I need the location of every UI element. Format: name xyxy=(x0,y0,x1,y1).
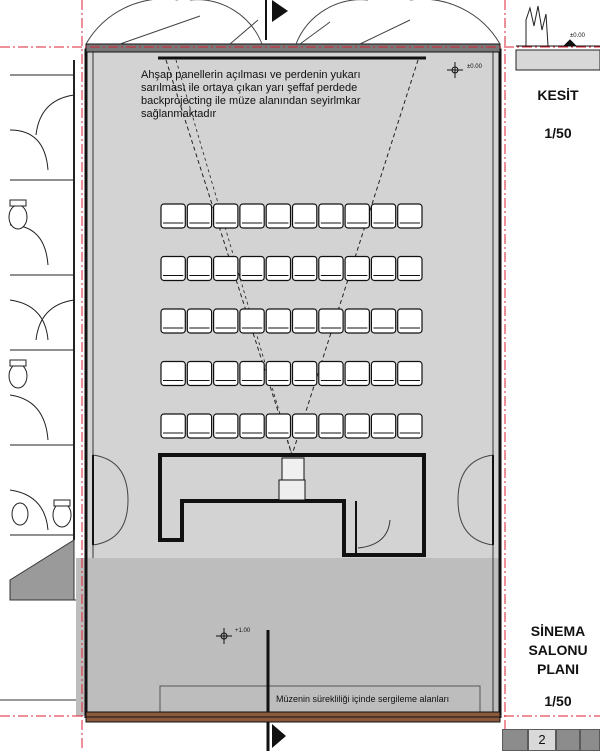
seat xyxy=(214,257,238,281)
seat xyxy=(319,414,343,438)
kesit-scale: 1/50 xyxy=(544,125,572,141)
level-marker-section xyxy=(516,40,600,46)
panel-line-1 xyxy=(120,16,200,44)
seat xyxy=(293,309,317,333)
seat xyxy=(398,309,422,333)
section-sketch xyxy=(516,6,600,70)
level-label-floor: +1.00 xyxy=(235,628,251,634)
exhibition-caption: Müzenin sürekliliği içinde sergileme alanları xyxy=(276,694,450,704)
seat xyxy=(398,414,422,438)
projector-stand xyxy=(282,458,304,483)
seat xyxy=(187,309,211,333)
seat xyxy=(266,257,290,281)
seat xyxy=(240,257,264,281)
section-arrow-bottom xyxy=(272,724,286,748)
seat xyxy=(398,204,422,228)
seat xyxy=(214,309,238,333)
door-arc-top-center-right xyxy=(296,0,368,44)
kesit-title: KESİT xyxy=(537,87,579,103)
seat xyxy=(161,414,185,438)
seat xyxy=(319,362,343,386)
seat xyxy=(293,204,317,228)
seat xyxy=(187,362,211,386)
seat xyxy=(266,204,290,228)
door-arc-top-left xyxy=(86,0,178,44)
seat xyxy=(371,362,395,386)
section-arrow-top xyxy=(272,0,288,22)
seat xyxy=(345,204,369,228)
seat xyxy=(293,362,317,386)
seat xyxy=(187,414,211,438)
exhibition-area-floor xyxy=(76,558,500,716)
seat xyxy=(293,257,317,281)
design-note-line: backprojecting ile müze alanından seyirlmkar xyxy=(141,95,361,107)
seat xyxy=(240,204,264,228)
seat xyxy=(398,362,422,386)
seat xyxy=(240,414,264,438)
seat xyxy=(214,362,238,386)
seat xyxy=(319,309,343,333)
design-note-line: sarılması ile ortaya çıkan yarı şeffaf perdede xyxy=(141,82,358,94)
seat xyxy=(293,414,317,438)
plan-title-line: PLANI xyxy=(537,661,579,677)
seat xyxy=(240,362,264,386)
seat xyxy=(161,309,185,333)
plan-scale: 1/50 xyxy=(544,693,572,709)
panel-line-3 xyxy=(300,22,330,44)
seat xyxy=(266,309,290,333)
seat xyxy=(214,204,238,228)
page-nav-prev[interactable] xyxy=(502,729,528,751)
plan-title-line: SİNEMA xyxy=(530,623,586,639)
panel-line-2 xyxy=(230,20,258,44)
plan-title-line: SALONU xyxy=(528,642,588,658)
door-arc-top-right xyxy=(410,0,500,44)
page-number[interactable]: 2 xyxy=(528,729,556,751)
seat xyxy=(319,204,343,228)
seat xyxy=(371,257,395,281)
toilet-fixtures xyxy=(9,200,71,527)
seat xyxy=(240,309,264,333)
seat xyxy=(345,362,369,386)
level-label-inner: ±0.00 xyxy=(467,64,482,70)
seat xyxy=(398,257,422,281)
level-label-top: ±0.00 xyxy=(570,33,585,39)
seat xyxy=(214,414,238,438)
restroom-block xyxy=(10,60,74,540)
projector-operator-seat xyxy=(279,480,305,500)
page-nav-next[interactable] xyxy=(556,729,580,751)
seat xyxy=(161,204,185,228)
seat xyxy=(345,309,369,333)
seat xyxy=(319,257,343,281)
door-arc-top-center-left xyxy=(190,0,262,44)
seat xyxy=(266,362,290,386)
design-note-line: Ahşap panellerin açılması ve perdenin yukarı xyxy=(141,69,361,81)
seat xyxy=(187,257,211,281)
seat xyxy=(345,414,369,438)
design-note-line: sağlanmaktadır xyxy=(141,108,217,120)
seat xyxy=(345,257,369,281)
panel-line-4 xyxy=(360,20,410,44)
design-note xyxy=(141,69,441,121)
plan-title xyxy=(516,622,600,679)
seat xyxy=(371,414,395,438)
stair-ramp xyxy=(10,540,74,600)
seat xyxy=(161,362,185,386)
seat xyxy=(371,204,395,228)
page-nav-end[interactable] xyxy=(580,729,600,751)
seat xyxy=(266,414,290,438)
top-wall xyxy=(86,44,500,52)
seat xyxy=(371,309,395,333)
seat xyxy=(161,257,185,281)
seat xyxy=(187,204,211,228)
